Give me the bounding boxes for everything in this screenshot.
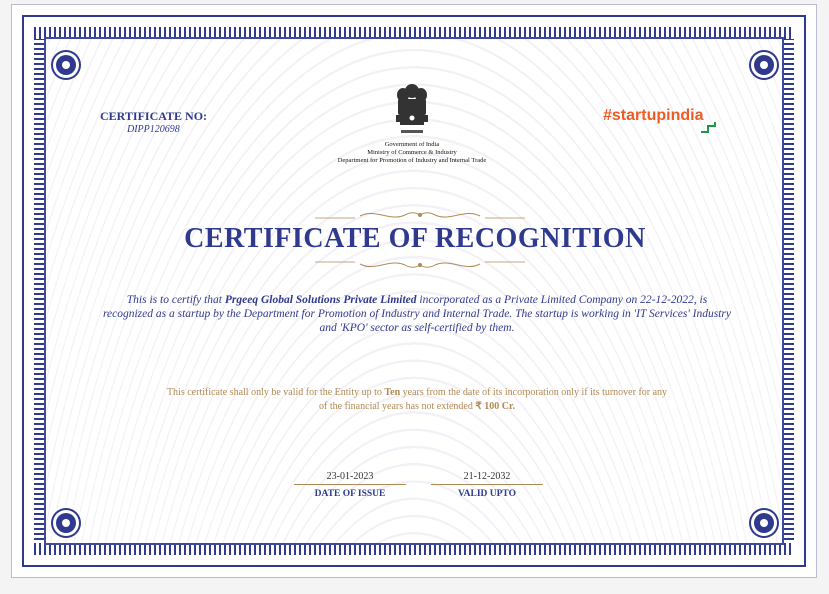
incorporation-date: 22-12-2022,: [640, 294, 697, 306]
flourish-bottom-icon: [315, 258, 525, 272]
valid-upto-label: VALID UPTO: [458, 489, 516, 499]
corner-ornament-icon: [754, 513, 774, 533]
validity-years: Ten: [384, 387, 401, 398]
turnover-limit: ₹ 100 Cr.: [475, 401, 515, 412]
corner-ornament-icon: [56, 55, 76, 75]
startupindia-logo: [603, 107, 703, 125]
validity-note: [162, 386, 672, 414]
gov-line: Department for Promotion of Industry and Internal Trade: [337, 157, 487, 164]
corner-ornament-icon: [56, 513, 76, 533]
national-emblem-icon: [392, 81, 432, 139]
validity-text: This certificate shall only be valid for the Entity up to: [166, 387, 382, 398]
logo-step-icon: [700, 121, 720, 133]
body-text: is recognized as a startup by the Department for Promotion of Industry and Internal Trade. The startup is working in 'IT Services' Industry and 'KPO' sector as self-certified by them.: [102, 294, 732, 334]
issue-date-value: 23-01-2023: [294, 471, 406, 485]
date-of-issue: [294, 471, 406, 499]
certificate-document: [11, 4, 817, 578]
certificate-number-value: DIPP120698: [127, 124, 180, 135]
company-name: Prgeeq Global Solutions Private Limited: [224, 294, 417, 306]
issue-date-label: DATE OF ISSUE: [314, 489, 386, 499]
flourish-top-icon: [315, 208, 525, 222]
body-text: incorporated as a Private Limited Company on: [419, 294, 638, 306]
gov-line: Government of India: [384, 141, 440, 148]
certificate-body: [102, 293, 732, 335]
logo-india: india: [666, 107, 704, 124]
valid-upto-value: 21-12-2032: [431, 471, 543, 485]
government-department-text: [312, 141, 512, 165]
logo-hash: #: [603, 107, 612, 124]
certificate-title: CERTIFICATE OF RECOGNITION: [184, 223, 646, 254]
body-text: This is to certify that: [126, 294, 222, 306]
corner-ornament-icon: [754, 55, 774, 75]
gov-line: Ministry of Commerce & Industry: [367, 149, 457, 156]
logo-startup: startup: [611, 107, 667, 124]
validity-text: years from the date of its incorporation only if its turnover for any of the financial years has not extended: [319, 387, 668, 412]
certificate-number-label: CERTIFICATE NO:: [100, 109, 208, 123]
valid-upto: [431, 471, 543, 499]
